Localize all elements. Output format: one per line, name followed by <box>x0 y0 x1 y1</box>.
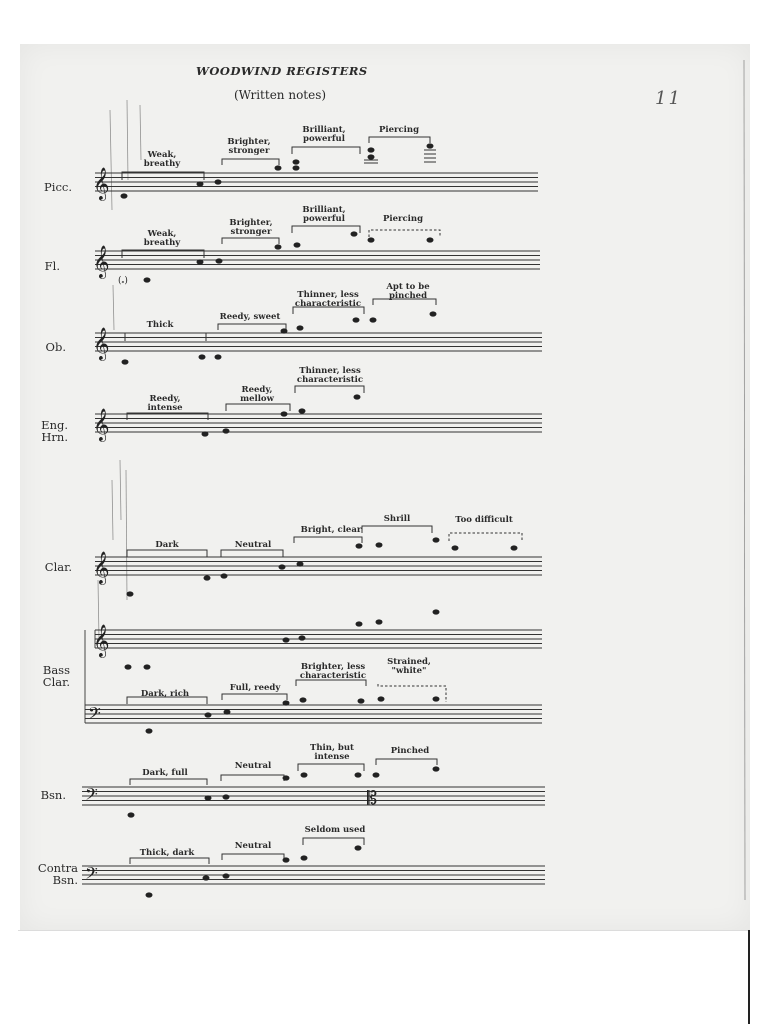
instrument-label-bassoon: Bsn. <box>40 788 66 802</box>
svg-text:𝄢: 𝄢 <box>85 784 98 808</box>
page-subtitle: (Written notes) <box>234 88 327 102</box>
instrument-label-clarinet: Clar. <box>44 560 72 574</box>
treble-clef-icon <box>93 551 110 585</box>
register-label: Thinner, less characteristic <box>296 366 364 385</box>
register-label: Brighter, less characteristic <box>299 662 367 681</box>
notes-oboe <box>122 311 437 364</box>
scan-artifacts <box>98 60 745 900</box>
staff-flute <box>95 251 540 269</box>
register-label: Dark <box>155 540 179 550</box>
register-label: Dark, rich <box>140 689 190 699</box>
staff-clarinet <box>95 557 542 575</box>
register-label: Bright, clear <box>300 525 362 535</box>
notes-bass-clarinet <box>125 609 440 733</box>
register-label: Shrill <box>383 514 411 524</box>
svg-text:𝄞: 𝄞 <box>93 167 110 200</box>
staff-bassoon <box>82 787 545 805</box>
instrument-label-english-horn: Eng. Hrn. <box>41 418 68 444</box>
register-label: Thick, dark <box>139 848 195 858</box>
bass-clef-icon <box>85 784 98 808</box>
instrument-label-piccolo: Picc. <box>44 180 72 194</box>
notes-contrabassoon <box>146 845 362 897</box>
tenor-clef-icon <box>367 788 377 809</box>
register-label: Brilliant, powerful <box>302 125 346 144</box>
register-label: Piercing <box>378 125 420 135</box>
register-label: Reedy, intense <box>147 394 183 413</box>
instrument-label-bass-clarinet: Bass Clar. <box>42 663 70 689</box>
register-label: Brighter, stronger <box>229 218 273 237</box>
register-label: Apt to be pinched <box>386 282 430 301</box>
svg-text:𝄡: 𝄡 <box>367 788 378 809</box>
register-label: Pinched <box>390 746 430 756</box>
staff-bass-clarinet-treble <box>95 630 542 648</box>
register-label: Thick <box>146 320 174 330</box>
page-title: WOODWIND REGISTERS <box>196 64 368 78</box>
register-label: Weak, breathy <box>143 229 181 248</box>
bass-clef-icon <box>88 703 101 727</box>
register-brackets <box>122 137 522 864</box>
register-label: Piercing <box>382 214 424 224</box>
register-label: Reedy, sweet <box>219 312 281 322</box>
svg-text:𝄞: 𝄞 <box>93 624 110 657</box>
notes-bassoon <box>128 766 440 817</box>
register-label: Brilliant, powerful <box>302 205 346 224</box>
register-label: Strained, "white" <box>387 657 431 676</box>
staff-oboe <box>95 333 542 351</box>
notes-flute <box>118 231 434 286</box>
register-label: Too difficult <box>455 515 513 525</box>
treble-clef-icon <box>93 245 110 279</box>
register-label: Thinner, less characteristic <box>294 290 362 309</box>
svg-text:𝄞: 𝄞 <box>93 408 110 441</box>
svg-text:𝄞: 𝄞 <box>93 327 110 360</box>
instrument-label-oboe: Ob. <box>45 340 66 354</box>
register-label: Neutral <box>234 540 272 550</box>
svg-text:𝄞: 𝄞 <box>93 245 110 278</box>
svg-text:𝄞: 𝄞 <box>93 551 110 584</box>
staff-piccolo <box>95 173 538 191</box>
register-label: Weak, breathy <box>143 150 181 169</box>
instrument-label-flute: Fl. <box>44 259 60 273</box>
staff-contrabassoon <box>82 866 545 884</box>
register-label: Full, reedy <box>229 683 281 693</box>
bass-clef-icon <box>85 863 98 887</box>
register-label: Neutral <box>234 761 272 771</box>
svg-text:𝄢: 𝄢 <box>85 863 98 887</box>
svg-text:(𝅗): (𝅗) <box>118 276 128 286</box>
treble-clef-icon <box>93 327 110 361</box>
handwritten-page-number: 11 <box>655 88 682 109</box>
register-label: Dark, full <box>142 768 188 778</box>
register-label: Seldom used <box>304 825 366 835</box>
instrument-label-contrabassoon: Contra Bsn. <box>37 861 78 887</box>
svg-text:𝄢: 𝄢 <box>88 703 101 727</box>
register-label: Thin, but intense <box>310 743 354 762</box>
treble-clef-icon <box>93 167 110 201</box>
register-label: Reedy, mellow <box>240 385 274 404</box>
notes-piccolo <box>121 143 437 198</box>
staff-english-horn <box>95 414 542 432</box>
register-label: Neutral <box>234 841 272 851</box>
notes-english-horn <box>202 394 361 436</box>
notes-clarinet <box>127 537 518 596</box>
register-label: Brighter, stronger <box>227 137 271 156</box>
treble-clef-icon <box>93 624 110 658</box>
treble-clef-icon <box>93 408 110 442</box>
